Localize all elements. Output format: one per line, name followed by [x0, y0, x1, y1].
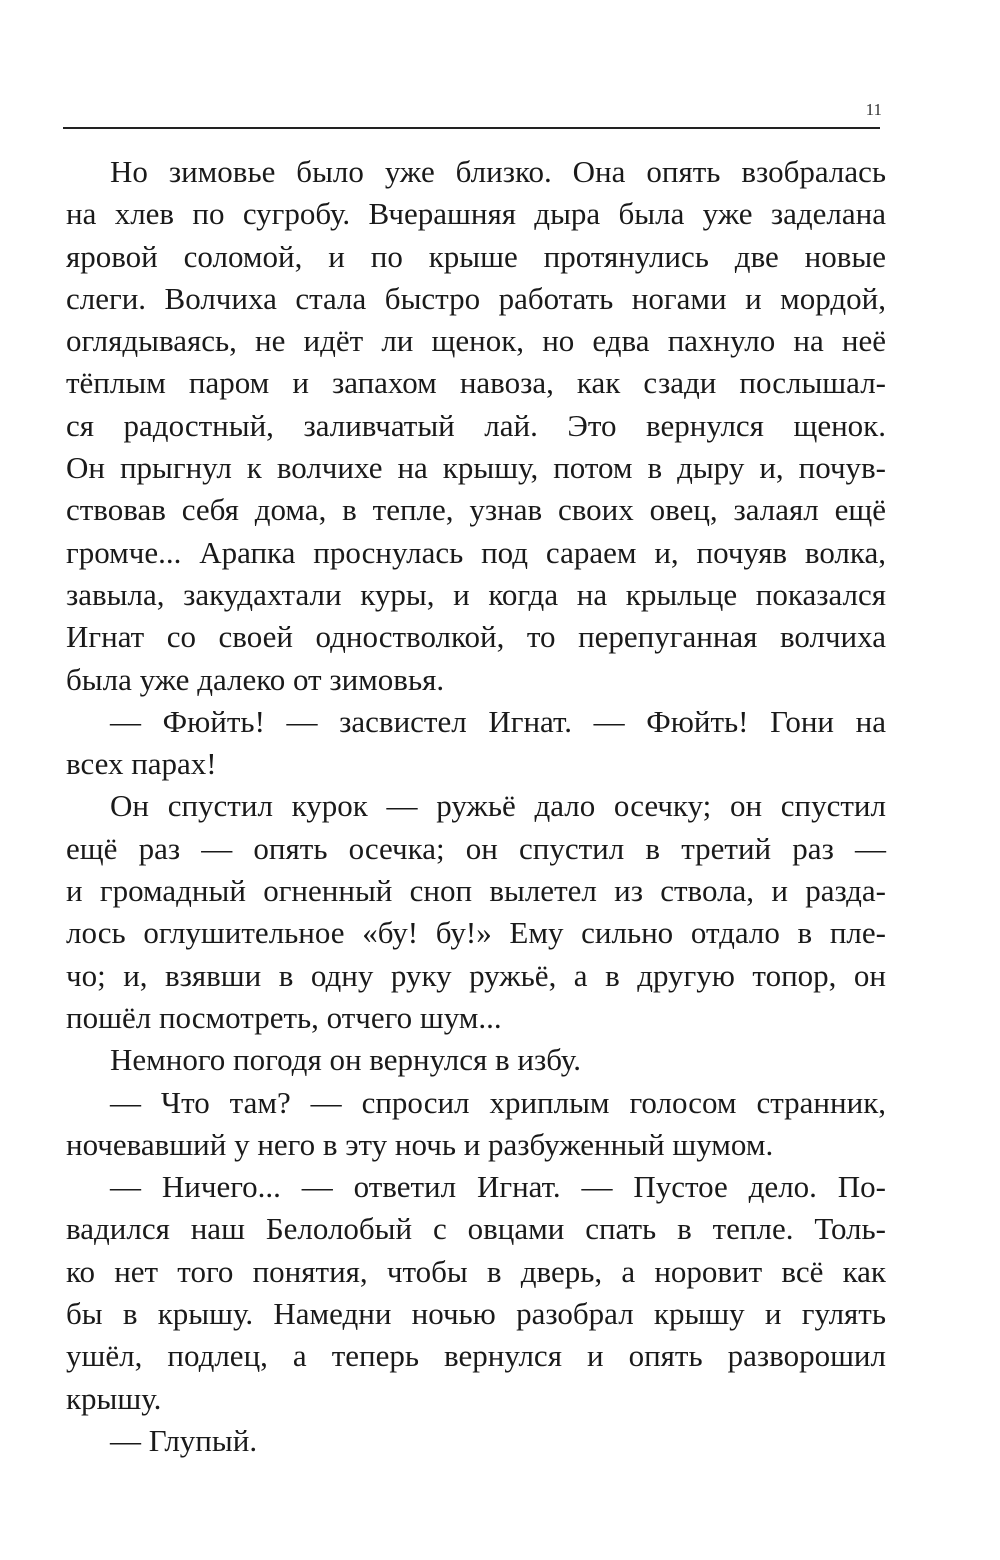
text-line: громче... Арапка проснулась под сараем и, почуяв волка,: [66, 534, 886, 570]
text-line: тёплым паром и запахом навоза, как сзади послышал-: [66, 365, 886, 401]
text-line: ещё раз — опять осечка; он спустил в третий раз —: [66, 830, 886, 866]
page-number: 11: [865, 100, 882, 119]
text-line: слеги. Волчиха стала быстро работать ногами и мордой,: [66, 280, 886, 316]
text-line: — Ничего... — ответил Игнат. — Пустое дело. По-: [110, 1169, 886, 1205]
text-line: бы в крышу. Намедни ночью разобрал крышу и гулять: [66, 1296, 886, 1332]
text-line: оглядываясь, не идёт ли щенок, но едва пахнуло на неё: [66, 323, 886, 359]
text-line: Он спустил курок — ружьё дало осечку; он спустил: [110, 788, 886, 824]
header-rule: [63, 127, 880, 129]
text-line: была уже далеко от зимовья.: [66, 661, 445, 697]
text-line: вадился наш Белолобый с овцами спать в тепле. Толь-: [66, 1211, 886, 1247]
text-line: ся радостный, заливчатый лай. Это вернулся щенок.: [66, 407, 886, 443]
text-line: лось оглушительное «бу! бу!» Ему сильно отдало в пле-: [66, 915, 886, 951]
text-line: — Фюйть! — засвистел Игнат. — Фюйть! Гони на: [110, 703, 886, 739]
text-line: ночевавший у него в эту ночь и разбуженный шумом.: [66, 1126, 774, 1162]
text-line: крышу.: [66, 1380, 162, 1416]
text-line: чо; и, взявши в одну руку ружьё, а в другую топор, он: [66, 957, 886, 993]
text-line: Но зимовье было уже близко. Она опять взобралась: [110, 154, 886, 189]
text-line: ствовав себя дома, в тепле, узнав своих овец, залаял ещё: [66, 492, 886, 528]
text-line: на хлев по сугробу. Вчерашняя дыра была уже заделана: [66, 196, 886, 232]
text-line: ко нет того понятия, чтобы в дверь, а норовит всё как: [66, 1253, 886, 1289]
text-line: пошёл посмотреть, отчего шум...: [66, 999, 502, 1035]
text-line: — Что там? — спросил хриплым голосом странник,: [110, 1084, 886, 1120]
text-line: завыла, закудахтали куры, и когда на крыльце показался: [66, 576, 886, 612]
text-line: яровой соломой, и по крыше протянулись две новые: [66, 238, 886, 274]
text-line: и громадный огненный сноп вылетел из ствола, и разда-: [66, 873, 886, 909]
text-line: Он прыгнул к волчихе на крышу, потом в дыру и, почув-: [66, 450, 886, 486]
text-line: Немного погодя он вернулся в избу.: [110, 1042, 581, 1078]
text-line: ушёл, подлец, а теперь вернулся и опять разворошил: [66, 1338, 886, 1374]
text-line: всех парах!: [66, 746, 217, 782]
text-line: — Глупый.: [110, 1422, 258, 1458]
body-text: [66, 151, 886, 1462]
text-line: Игнат со своей одностволкой, то перепуганная волчиха: [66, 619, 886, 655]
